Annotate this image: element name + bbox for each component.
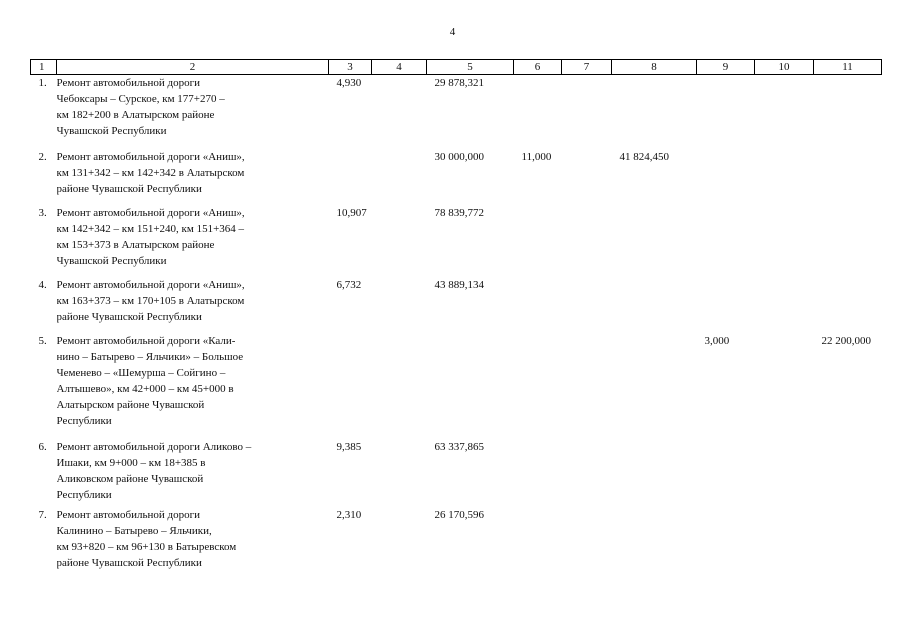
row-number: 5. (38, 335, 47, 347)
description-line: Ремонт автомобильной дороги Аликово – (56, 441, 252, 453)
value-cell-c4 (372, 75, 427, 140)
value-cell-c9: 3,000 (704, 335, 730, 347)
row-spacer-cell (31, 571, 882, 575)
value-cell-c6 (514, 277, 562, 325)
value-cell-c9 (697, 205, 755, 269)
value-cell-c3 (329, 149, 372, 197)
value-cell-c5 (427, 333, 514, 429)
row-spacer-cell (31, 139, 882, 149)
value-cell-c4 (372, 149, 427, 197)
value-cell-c9 (697, 277, 755, 325)
value-cell-c10 (755, 277, 814, 325)
row-spacer (31, 325, 882, 333)
value-cell-c11: 22 200,000 (821, 335, 871, 347)
value-cell-c7 (562, 205, 612, 269)
value-cell-c6 (514, 439, 562, 503)
description-line: Алатырском районе Чувашской (56, 399, 205, 411)
page-number: 4 (449, 26, 456, 38)
table-row (31, 277, 882, 325)
value-cell-c5: 30 000,000 (434, 151, 484, 163)
road-description (57, 333, 329, 429)
table-row (31, 333, 882, 429)
row-spacer-cell (31, 429, 882, 439)
description-line: Ишаки, км 9+000 – км 18+385 в (56, 457, 206, 469)
row-number: 1. (38, 77, 47, 89)
description-line: Ремонт автомобильной дороги «Аниш», (56, 151, 245, 163)
description-line: км 182+200 в Алатырском районе (56, 109, 215, 121)
value-cell-c10 (755, 205, 814, 269)
value-cell-c5: 63 337,865 (434, 441, 484, 453)
value-cell-c3: 6,732 (336, 279, 362, 291)
value-cell-c4 (372, 333, 427, 429)
row-number: 2. (38, 151, 47, 163)
description-line: районе Чувашской Республики (56, 183, 202, 195)
description-line: Ремонт автомобильной дороги (56, 77, 200, 89)
value-cell-c9 (697, 439, 755, 503)
header-cell: 3 (329, 60, 372, 75)
description-line: км 93+820 – км 96+130 в Батыревском (56, 541, 237, 553)
description-line: км 131+342 – км 142+342 в Алатырском (56, 167, 245, 179)
value-cell-c8 (612, 507, 697, 571)
header-cell: 5 (427, 60, 514, 75)
header-row (31, 60, 882, 75)
value-cell-c8 (612, 205, 697, 269)
description-line: Алтышево», км 42+000 – км 45+000 в (56, 383, 234, 395)
value-cell-c6 (514, 333, 562, 429)
road-description (57, 205, 329, 269)
value-cell-c5: 26 170,596 (434, 509, 484, 521)
table-row (31, 439, 882, 503)
row-number: 7. (38, 509, 47, 521)
header-cell: 2 (57, 60, 329, 75)
value-cell-c11 (814, 439, 882, 503)
value-cell-c7 (562, 439, 612, 503)
value-cell-c3: 2,310 (336, 509, 362, 521)
value-cell-c3: 4,930 (336, 77, 362, 89)
value-cell-c6 (514, 205, 562, 269)
header-cell: 10 (755, 60, 814, 75)
value-cell-c10 (755, 507, 814, 571)
value-cell-c7 (562, 277, 612, 325)
row-spacer (31, 429, 882, 439)
value-cell-c4 (372, 205, 427, 269)
road-description (57, 439, 329, 503)
header-cell: 1 (31, 60, 57, 75)
value-cell-c5: 78 839,772 (434, 207, 484, 219)
header-cell: 11 (814, 60, 882, 75)
header-cell: 7 (562, 60, 612, 75)
description-line: Ремонт автомобильной дороги (56, 509, 200, 521)
description-line: км 163+373 – км 170+105 в Алатырском (56, 295, 245, 307)
value-cell-c10 (755, 439, 814, 503)
description-line: нино – Батырево – Яльчики» – Большое (56, 351, 244, 363)
description-line: Республики (56, 489, 112, 501)
row-number: 3. (38, 207, 47, 219)
value-cell-c5: 43 889,134 (434, 279, 484, 291)
description-line: Чебоксары – Сурское, км 177+270 – (56, 93, 225, 105)
value-cell-c9 (697, 75, 755, 140)
description-line: км 142+342 – км 151+240, км 151+364 – (56, 223, 245, 235)
value-cell-c6: 11,000 (521, 151, 552, 163)
value-cell-c7 (562, 149, 612, 197)
description-line: Чувашской Республики (56, 125, 167, 137)
description-line: Калинино – Батырево – Яльчики, (56, 525, 212, 537)
value-cell-c11 (814, 75, 882, 140)
value-cell-c6 (514, 75, 562, 140)
description-line: Ремонт автомобильной дороги «Аниш», (56, 207, 245, 219)
description-line: районе Чувашской Республики (56, 311, 202, 323)
value-cell-c4 (372, 507, 427, 571)
value-cell-c10 (755, 149, 814, 197)
header-cell: 6 (514, 60, 562, 75)
table-row (31, 507, 882, 571)
table-row (31, 75, 882, 140)
table-row (31, 149, 882, 197)
value-cell-c3: 9,385 (336, 441, 362, 453)
value-cell-c6 (514, 507, 562, 571)
value-cell-c8: 41 824,450 (619, 151, 669, 163)
value-cell-c7 (562, 75, 612, 140)
row-spacer (31, 269, 882, 277)
value-cell-c5: 29 878,321 (434, 77, 484, 89)
value-cell-c8 (612, 277, 697, 325)
value-cell-c7 (562, 507, 612, 571)
value-cell-c3: 10,907 (336, 207, 367, 219)
value-cell-c3 (329, 333, 372, 429)
description-line: Ремонт автомобильной дороги «Аниш», (56, 279, 245, 291)
header-cell: 9 (697, 60, 755, 75)
value-cell-c11 (814, 149, 882, 197)
description-line: Чувашской Республики (56, 255, 167, 267)
works-table (30, 59, 882, 575)
value-cell-c11 (814, 205, 882, 269)
road-description (57, 507, 329, 571)
value-cell-c8 (612, 333, 697, 429)
value-cell-c8 (612, 75, 697, 140)
value-cell-c4 (372, 439, 427, 503)
road-description (57, 75, 329, 140)
value-cell-c7 (562, 333, 612, 429)
value-cell-c8 (612, 439, 697, 503)
row-spacer (31, 571, 882, 575)
row-spacer-cell (31, 197, 882, 205)
row-spacer (31, 139, 882, 149)
description-line: Аликовском районе Чувашской (56, 473, 204, 485)
value-cell-c11 (814, 507, 882, 571)
header-cell: 4 (372, 60, 427, 75)
road-description (57, 149, 329, 197)
table-body (31, 75, 882, 576)
road-description (57, 277, 329, 325)
description-line: районе Чувашской Республики (56, 557, 202, 569)
row-number: 4. (38, 279, 47, 291)
row-spacer-cell (31, 325, 882, 333)
row-number: 6. (38, 441, 47, 453)
table-row (31, 205, 882, 269)
value-cell-c10 (755, 75, 814, 140)
value-cell-c9 (697, 149, 755, 197)
value-cell-c4 (372, 277, 427, 325)
description-line: Чеменево – «Шемурша – Сойгино – (56, 367, 226, 379)
value-cell-c9 (697, 507, 755, 571)
row-spacer (31, 197, 882, 205)
header-cell: 8 (612, 60, 697, 75)
description-line: Республики (56, 415, 112, 427)
description-line: км 153+373 в Алатырском районе (56, 239, 215, 251)
description-line: Ремонт автомобильной дороги «Кали- (56, 335, 236, 347)
value-cell-c11 (814, 277, 882, 325)
row-spacer-cell (31, 269, 882, 277)
value-cell-c10 (755, 333, 814, 429)
